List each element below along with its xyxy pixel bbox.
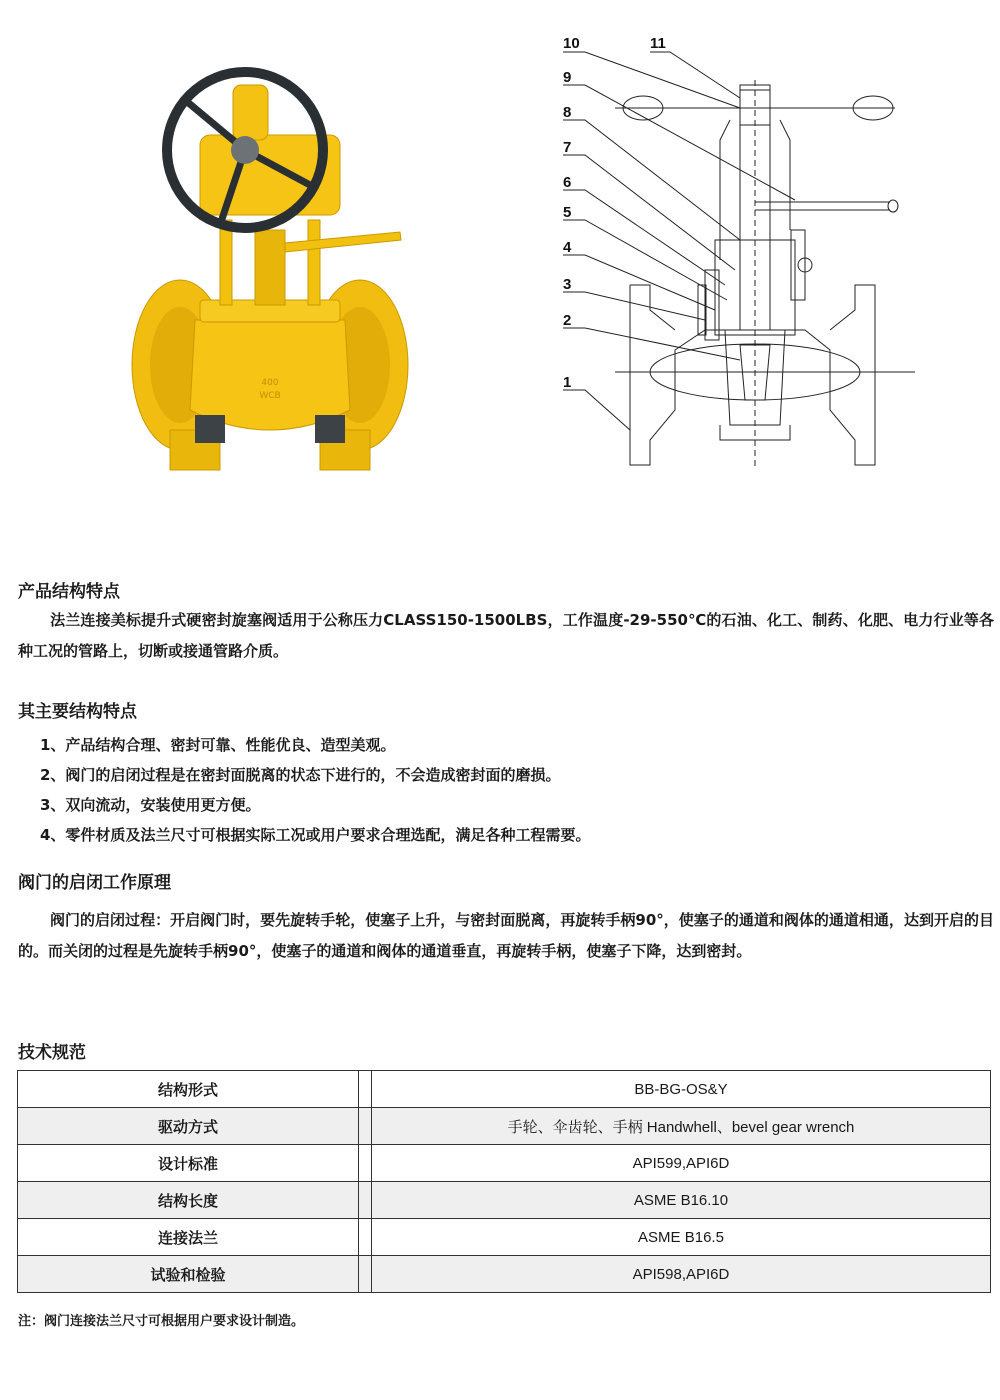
callout-6: 6 (563, 174, 572, 191)
spec-value: BB-BG-OS&Y (372, 1071, 991, 1108)
working-principle-paragraph: 阀门的启闭过程：开启阀门时，要先旋转手轮，使塞子上升，与密封面脱离，再旋转手柄90°，使塞子的通道和阀体的通道相通，达到开启的目的。而关闭的过程是先旋转手柄90°，使塞子的通道和阀体的通道垂直，再旋转手柄，使塞子下降，达到密封。 (18, 911, 994, 960)
callout-10: 10 (563, 35, 580, 52)
spec-value: API599,API6D (372, 1145, 991, 1182)
callout-7: 7 (563, 139, 572, 156)
tech-spec-title: 技术规范 (18, 1043, 86, 1063)
callout-2: 2 (563, 312, 572, 329)
valve-section-drawing (555, 30, 930, 480)
working-principle-title: 阀门的启闭工作原理 (18, 873, 171, 893)
table-row (18, 1145, 991, 1182)
valve-photo (125, 60, 415, 490)
main-features-list (40, 730, 590, 850)
spec-key: 设计标准 (18, 1145, 359, 1182)
callout-9: 9 (563, 69, 572, 86)
spec-divider (359, 1182, 372, 1219)
spec-key: 驱动方式 (18, 1108, 359, 1145)
spec-divider (359, 1145, 372, 1182)
svg-text:400: 400 (261, 378, 279, 388)
callout-1: 1 (563, 374, 572, 391)
footnote: 注：阀门连接法兰尺寸可根据用户要求设计制造。 (18, 1314, 305, 1329)
spec-value: 手轮、伞齿轮、手柄 Handwhell、bevel gear wrench (372, 1108, 991, 1145)
table-row (18, 1071, 991, 1108)
tech-spec-table (17, 1070, 991, 1293)
spec-key: 结构长度 (18, 1182, 359, 1219)
callout-5: 5 (563, 204, 572, 221)
table-row (18, 1182, 991, 1219)
table-row (18, 1256, 991, 1293)
spec-key: 连接法兰 (18, 1219, 359, 1256)
main-features-title: 其主要结构特点 (18, 702, 137, 722)
product-structure-title: 产品结构特点 (18, 582, 120, 602)
list-item: 1、产品结构合理、密封可靠、性能优良、造型美观。 (40, 736, 396, 754)
table-row (18, 1108, 991, 1145)
spec-value: API598,API6D (372, 1256, 991, 1293)
spec-divider (359, 1071, 372, 1108)
svg-text:WCB: WCB (259, 391, 281, 401)
spec-key: 结构形式 (18, 1071, 359, 1108)
spec-divider (359, 1108, 372, 1145)
product-structure-paragraph: 法兰连接美标提升式硬密封旋塞阀适用于公称压力CLASS150-1500LBS，工作温度-29-550℃的石油、化工、制药、化肥、电力行业等各种工况的管路上，切断或接通管路介质。 (18, 611, 994, 660)
callout-11: 11 (650, 35, 666, 52)
spec-divider (359, 1256, 372, 1293)
spec-value: ASME B16.5 (372, 1219, 991, 1256)
callout-4: 4 (563, 239, 572, 256)
list-item: 4、零件材质及法兰尺寸可根据实际工况或用户要求合理选配，满足各种工程需要。 (40, 826, 591, 844)
table-row (18, 1219, 991, 1256)
spec-divider (359, 1219, 372, 1256)
spec-key: 试验和检验 (18, 1256, 359, 1293)
list-item: 3、双向流动，安装使用更方便。 (40, 796, 261, 814)
list-item: 2、阀门的启闭过程是在密封面脱离的状态下进行的，不会造成密封面的磨损。 (40, 766, 561, 784)
callout-3: 3 (563, 276, 572, 293)
callout-8: 8 (563, 104, 572, 121)
spec-value: ASME B16.10 (372, 1182, 991, 1219)
